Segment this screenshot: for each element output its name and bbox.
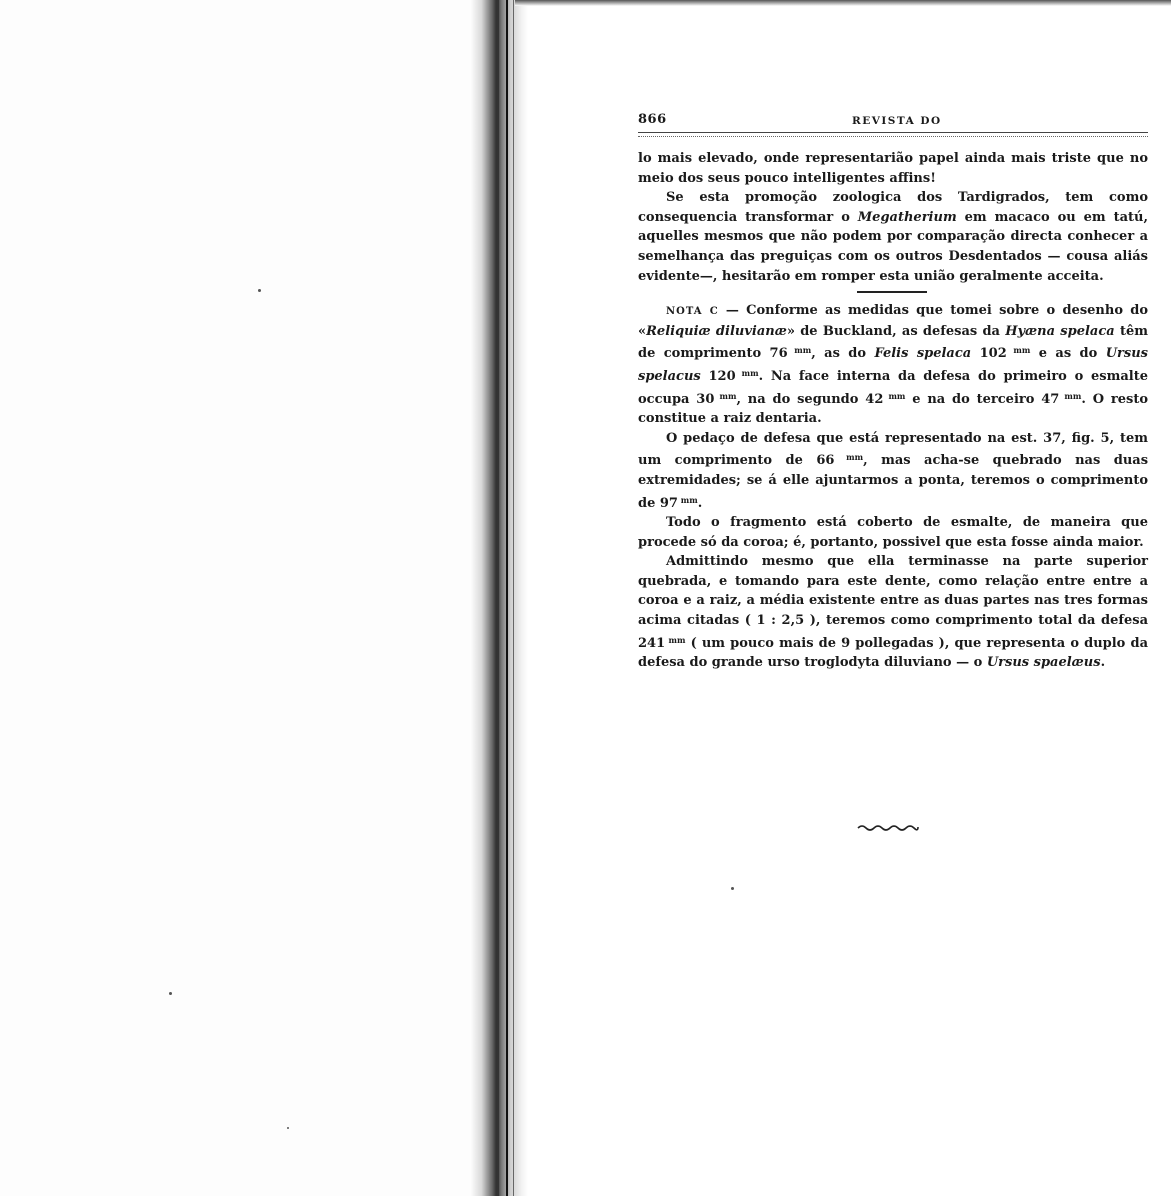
end-ornament xyxy=(856,822,920,832)
paragraph-pedaco: O pedaço de defesa que está representado na est. 37, fig. 5, tem um comprimento de 66 $^{mm}$, mas acha-se quebrado nas duas extremidades; se á elle ajuntarmos a ponta, teremos o comprimento de 97 $^{mm}$. xyxy=(638,430,1149,511)
paragraph-admittindo: Admittindo mesmo que ella terminasse na parte superior quebrada, e tomando para este dente, como relação entre entre a coroa e a raiz, a média existente entre as duas partes nas tres formas acima citadas ( 1 : 2,5 ), teremos como comprimento total da defesa 241 $^{mm}$ ( um pouco mais de 9 pollegadas ), que representa o duplo da defesa do grande urso troglodyta diluviano — o Ursus spaelæus. xyxy=(638,554,1148,671)
note-c: NOTA C — Conforme as medidas que tomei sobre o desenho do «Reliquiæ diluvianæ» de Buckland, as defesas da Hyæna spelaca têm de comprimento 76 $^{mm}$, as do Felis spelaca 102 $^{mm}$ e as do Ursus spelacus 120 $^{mm}$. Na face interna da defesa do primeiro o esmalte occupa 30 $^{mm}$, na do segundo 42 $^{mm}$ e na do terceiro 47 $^{mm}$. O resto constitue a raiz dentaria. xyxy=(638,303,1149,427)
page-top-edge xyxy=(515,0,1171,6)
paragraph-continuation: lo mais elevado, onde representarião papel ainda mais triste que no meio dos seus pouco intelligentes affins! xyxy=(638,151,1148,186)
body-text xyxy=(638,149,1148,673)
gutter-line xyxy=(513,0,514,1196)
printed-page xyxy=(638,110,1148,673)
page-speck xyxy=(258,289,261,292)
page-number: 866 xyxy=(638,112,667,127)
running-title: REVISTA DO xyxy=(852,115,942,127)
section-separator xyxy=(857,291,927,293)
gutter-line xyxy=(496,0,499,1196)
header-rule xyxy=(638,132,1148,137)
page-header xyxy=(638,110,1148,132)
gutter-line xyxy=(506,0,508,1196)
blank-left-page xyxy=(0,0,490,1196)
paragraph-fragmento: Todo o fragmento está coberto de esmalte, de maneira que procede só da coroa; é, portanto, possivel que esta fosse ainda maior. xyxy=(638,515,1148,550)
paragraph-tardigrados: Se esta promoção zoologica dos Tardigrados, tem como consequencia transformar o Megatherium em macaco ou em tatú, aquelles mesmos que não podem por comparação directa conhecer a semelhança das preguiças com os outros Desdentados — cousa aliás evidente—, hesitarão em romper esta união geralmente acceita. xyxy=(638,190,1148,284)
book-gutter xyxy=(470,0,528,1196)
page-speck xyxy=(731,887,734,890)
note-label: NOTA C xyxy=(666,306,719,318)
page-speck xyxy=(287,1127,289,1129)
page-speck xyxy=(169,992,172,995)
